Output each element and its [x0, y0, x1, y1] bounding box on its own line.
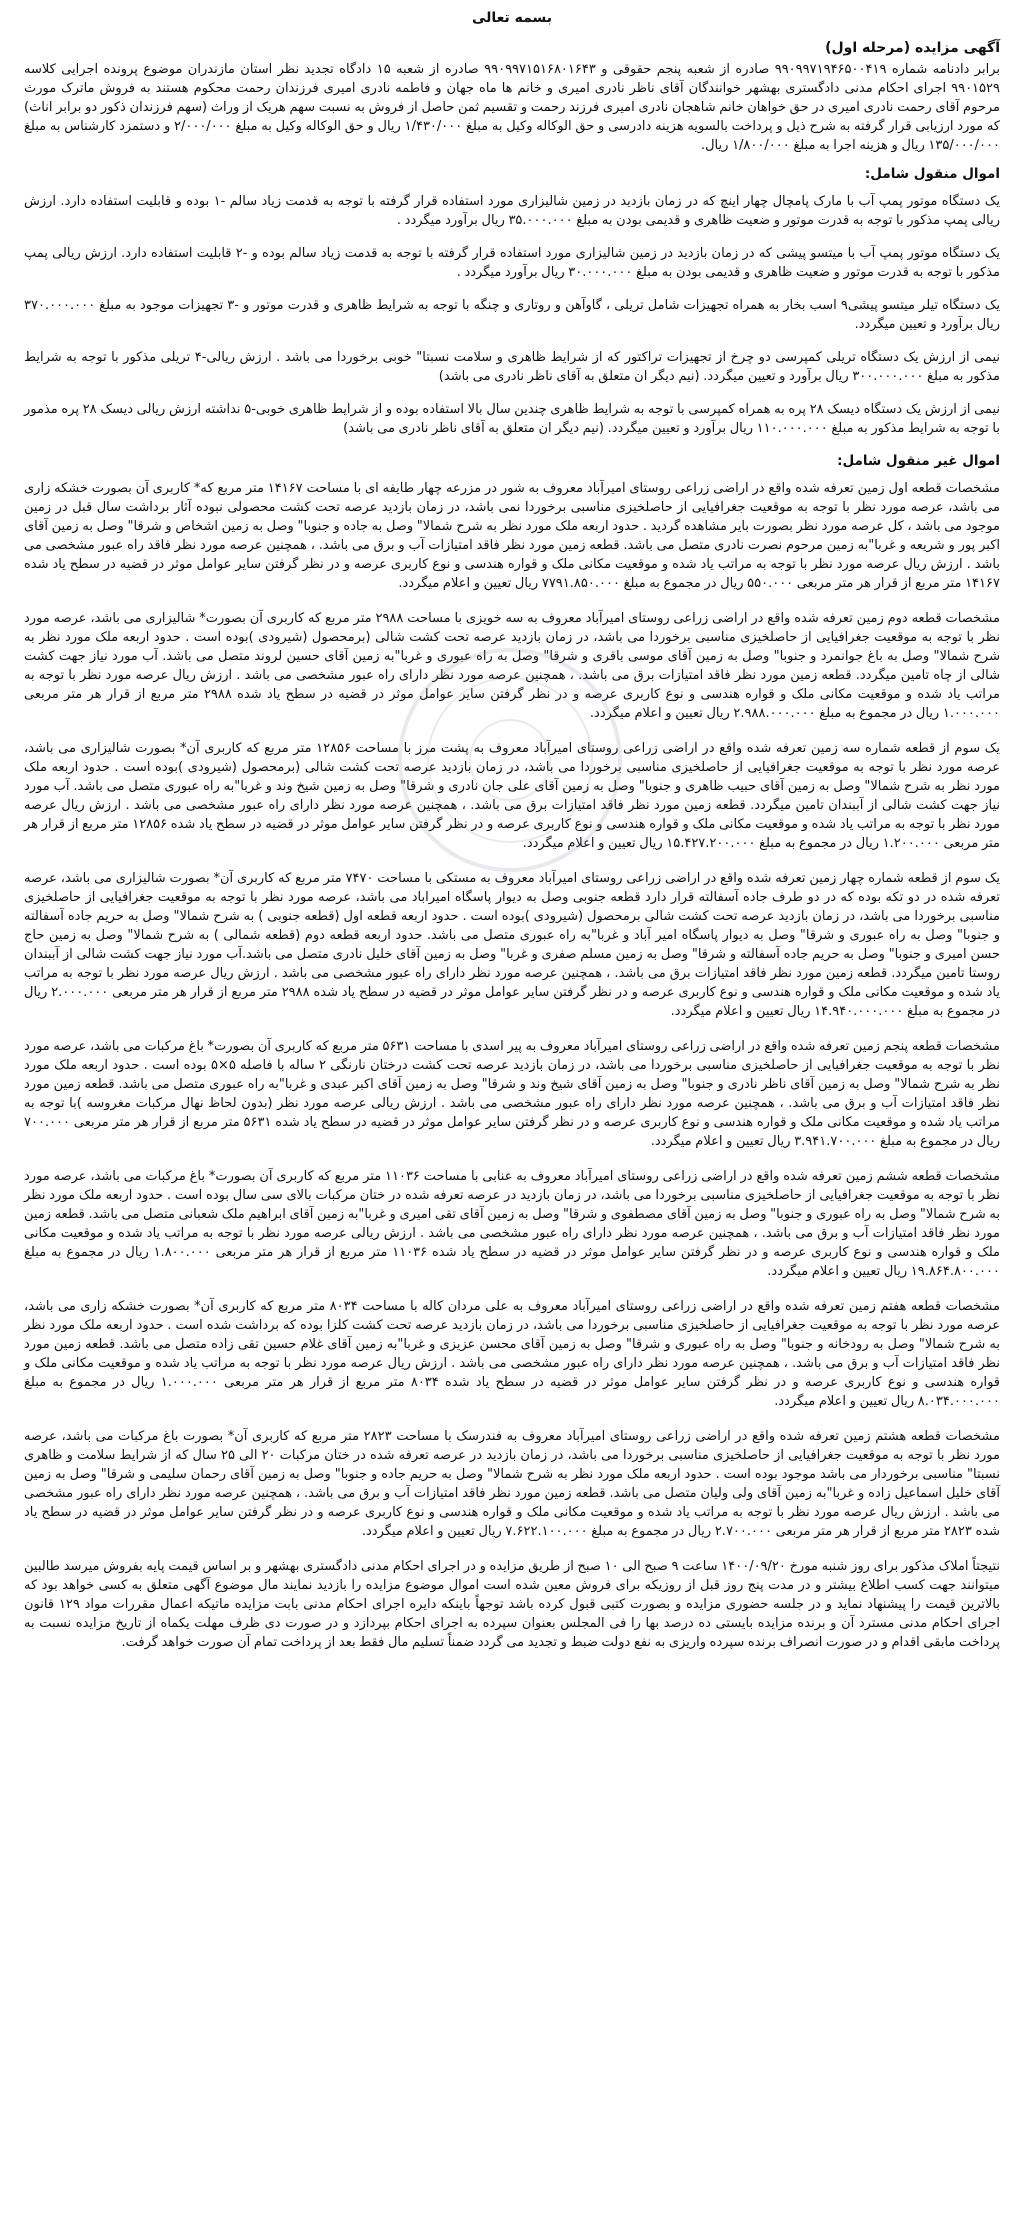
land-parcel-7: مشخصات قطعه هفتم زمین تعرفه شده واقع در اراضی زراعی روستای امیرآباد معروف به علی مردان کاله با مساحت ۸۰۳۴ متر مربع که کاربری آن* بصورت خشکه زاری می باشد، عرصه مورد نظر با توجه به موقعیت جغرافیایی از حاصلخیزی مناسبی برخوردا می باشد، در زمان بازدید عرصه تحت کشت کلزا بوده که برداشت شده است . حدود اربعه ملک مورد نظر به شرح شمالا" وصل به رودخانه و جنوبا" وصل به راه عبوری و شرقا" وصل به زمین آقای محسن عزیزی و غربا"به زمین آقای غلام حسین تقی زاده متصل می باشد. قطعه زمین مورد نظر فاقد امتیازات آب و برق می باشد. ، همچنین عرصه مورد نظر دارای راه عبور مشخصی می باشد . ارزش ریال عرصه مورد نظر با توجه به مراتب یاد شده و موقعیت مکانی ملک و قواره هندسی و نوع کاربری عرصه و در نظر گرفتن سایر عوامل موثر در قضیه در سطح یاد شده ۸۰۳۴ متر مربع از قرار هر متر مربعی ۱.۰۰۰.۰۰۰ ریال در مجموع به مبلغ ۸.۰۳۴.۰۰۰.۰۰۰ ریال تعیین و اعلام میگردد.	[24, 1299, 1000, 1409]
movable-item-5: نیمی از ارزش یک دستگاه دیسک ۲۸ پره به همراه کمپرسی با توجه به شرایط ظاهری چندین سال بالا استفاده بوده و از شرایط ظاهری خوبی-۵ نداشته ارزش ریالی دیسک ۲۸ پره مذمور با توجه به شرایط مذکور به مبلغ ۱۱۰.۰۰۰.۰۰۰ ریال برآورد و تعیین میگردد. (نیم دیگر ان متعلق به آقای ناظر نادری می باشد)	[24, 402, 1000, 436]
land-parcel-8: مشخصات قطعه هشتم زمین تعرفه شده واقع در اراضی زراعی روستای امیرآباد معروف به فندرسک با مساحت ۲۸۲۳ متر مربع که کاربری آن* بصورت باغ مرکبات می باشد، عرصه مورد نظر با توجه به موقعیت جغرافیایی از حاصلخیزی مناسبی برخوردا می باشد، در زمان بازدید در عرصه تعرفه شده در ختان مرکبات ۲۰ الی ۲۵ سال که از شرایط سلامت و ظاهری نسبتا" مناسبی برخوردار می باشد موجود بوده است . حدود اربعه ملک مورد نظر به شرح شمالا" وصل به حریم جاده و جنوبا" وصل به زمین آقای رحمان سلیمی و شرقا" وصل به زمین آقای خلیل اسماعیل زاده و غربا"به زمین آقای ولی ولیان متصل می باشد. قطعه زمین مورد نظر فاقد امتیازات آب و برق می باشد. ، همچنین عرصه مورد نظر دارای راه عبور مشخصی می باشد . ارزش ریال عرصه مورد نظر با توجه به مراتب یاد شده و موقعیت مکانی ملک و قواره هندسی و نوع کاربری عرصه و در نظر گرفتن سایر عوامل موثر در قضیه در سطح یاد شده ۲۸۲۳ متر مربع از قرار هر متر مربعی ۲.۷۰۰.۰۰۰ ریال در مجموع به مبلغ ۷.۶۲۲.۱۰۰.۰۰۰ ریال تعیین و اعلام میگردد.	[24, 1429, 1000, 1539]
movable-item-1: یک دستگاه موتور پمپ آب با مارک پامچال چهار اینچ که در زمان بازدید در زمین شالیزاری مورد استفاده قرار گرفته با توجه به قدمت زیاد سالم -۱ بوده و قابلیت استفاده دارد. ارزش ریالی پمپ مذکور با توجه به قدرت موتور و ضعیت ظاهری و قدیمی بودن به مبلغ ۳۵.۰۰۰.۰۰۰ ریال برآورد میگردد .	[24, 194, 1000, 228]
land-parcel-4: یک سوم از قطعه شماره چهار زمین تعرفه شده واقع در اراضی زراعی روستای امیرآباد معروف به مستکی با مساحت ۷۴۷۰ متر مربع که کاربری آن* بصورت شالیزاری می باشد، عرصه تعرفه شده در دو تکه بوده که در دو طرف جاده آسفالته قرار دارد قطعه جنوبی وصل به دیوار پاسگاه امیراباد می باشد، عرصه مورد نظر با توجه به موقعیت جغرافیایی از حاصلخیزی مناسبی برخوردا می باشد، در زمان بازدید عرصه تحت کشت شالی برمحصول (شیرودی )بوده است . حدود اربعه قطعه اول (قطعه جنوبی ) به شرح شمالا" وصل به حریم جاده آسفالته و جنوبا" وصل به راه عبوری و شرقا" وصل به دیوار پاسگاه امیر آباد و غربا"به راه عبوری متصل می باشد. حدود اربعه قطعه دوم (قطعه شمالی ) به شرح شمالا" وصل به زمین حاج حسن امیری و جنوبا" وصل به حریم جاده آسفالته و شرقا" وصل به زمین مسلم صفری و غربا" وصل به زمین آقای خلیل نادری متصل می باشد.آب مورد نیاز جهت کشت شالی از آببندان روستا تامین میگردد. قطعه زمین مورد نظر فاقد امتیازات برق می باشد. ، همچنین عرصه مورد نظر دارای راه عبور مشخصی می باشد . ارزش ریال عرصه مورد نظر با توجه به مراتب یاد شده و موقعیت مکانی ملک و قواره هندسی و نوع کاربری عرصه و در نظر گرفتن سایر عوامل موثر در قضیه در سطح یاد شده ۲۹۸۸ متر مربع از قرار هر متر مربعی ۲.۰۰۰.۰۰۰ ریال در مجموع به مبلغ ۱۴.۹۴۰.۰۰۰.۰۰۰ ریال تعیین و اعلام میگردد.	[24, 871, 1000, 1019]
intro-paragraph: برابر دادنامه شماره ۹۹۰۹۹۷۱۹۴۶۵۰۰۴۱۹ صادره از شعبه پنجم حقوقی و ۹۹۰۹۹۷۱۵۱۶۸۰۱۶۴۳ صادره از شعبه ۱۵ دادگاه تجدید نظر استان مازندران موضوع پرونده اجرایی کلاسه ۹۹۰۱۵۲۹ اجرای احکام مدنی دادگستری بهشهر خوانندگان آقای ناظر نادری امیری و خانم ها ماه جهان و فاطمه نادری امیری فرزندان رحمت محکوم هستند به فروش ماترک مورث مرحوم آقای رحمت نادری امیری در حق خواهان خانم شاهجان نادری امیری فرزند رحمت و تقسیم ثمن حاصل از فروش به نسبت سهم هریک از وراث (سهم فرزندان ذکور دو برابر اناث) که مورد ارزیابی قرار گرفته به شرح ذیل و پرداخت بالسویه هزینه دادرسی و حق الوکاله وکیل به مبلغ ۱/۴۳۰/۰۰۰ ریال و حق الوکاله وکیل به مبلغ ۲/۰۰۰/۰۰۰ و دستمزد کارشناس به مبلغ ۱۳۵/۰۰۰/۰۰۰ ریال و هزینه اجرا به مبلغ ۱/۸۰۰/۰۰۰ ریال.	[24, 62, 1000, 153]
movable-item-2: یک دستگاه موتور پمپ آب با میتسو پیشی که در زمان بازدید در زمین شالیزاری مورد استفاده قرار گرفته با توجه به قدمت زیاد سالم بوده و -۲ قابلیت استفاده دارد. ارزش ریالی پمپ مذکور با توجه به قدرت موتور و ضعیت ظاهری و قدیمی بودن به مبلغ ۳۰.۰۰۰.۰۰۰ ریال برآورد میگردد .	[24, 246, 1000, 280]
land-parcel-6: مشخصات قطعه ششم زمین تعرفه شده واقع در اراضی زراعی روستای امیرآباد معروف به عنابی با مساحت ۱۱۰۳۶ متر مربع که کاربری آن بصورت* باغ مرکبات می باشد، عرصه مورد نظر با توجه به موقعیت جغرافیایی از حاصلخیزی مناسبی برخوردا می باشد، در زمان بازدید در عرصه تعرفه شده در ختان مرکبات بالای سی سال بوده است . حدود اربعه ملک مورد نظر به شرح شمالا" وصل به راه عبوری و جنوبا" وصل به زمین آقای مصطفوی و شرقا" وصل به زمین آقای تقی امیری و غربا"به زمین آقای ابراهیم ملک شعبانی متصل می باشد. قطعه زمین مورد نظر فاقد امتیازات آب و برق می باشد. ، همچنین عرصه مورد نظر دارای راه عبور مشخصی می باشد . ارزش ریالی عرصه مورد نظر با توجه به مراتب یاد شده و موقعیت مکانی ملک و قواره هندسی و نوع کاربری عرصه و در نظر گرفتن سایر عوامل موثر در قضیه در سطح یاد شده ۱۱۰۳۶ متر مربع از قرار هر متر مربعی ۱.۸۰۰.۰۰۰ ریال در مجموع به مبلغ ۱۹.۸۶۴.۸۰۰.۰۰۰ ریال تعیین و اعلام میگردد.	[24, 1169, 1001, 1279]
immovable-heading: اموال غیر منقول شامل:	[837, 453, 1000, 469]
land-parcel-2: مشخصات قطعه دوم زمین تعرفه شده واقع در اراضی زراعی روستای امیرآباد معروف به سه خویزی با مساحت ۲۹۸۸ متر مربع که کاربری آن بصورت* شالیزاری می باشد، عرصه مورد نظر با توجه به موقعیت جغرافیایی از حاصلخیزی مناسبی برخوردا می باشد، در زمان بازدید عرصه تحت کشت شالی (برمحصول (شیرودی )بوده است . حدود اربعه ملک مورد نظر به شرح شمالا" وصل به باغ جوانمرد و جنوبا" وصل به زمین آقای موسی باقری و شرقا" وصل به راه عبوری و غربا"به زمین آقای حسین لروند متصل می باشد. آب مورد نیاز جهت کشت شالی از چاه تامین میگردد. قطعه زمین مورد نظر فاقد امتیازات برق می باشد. ، همچنین عرصه مورد نظر دارای راه عبور مشخصی می باشد . ارزش ریال عرصه مورد نظر با توجه به مراتب یاد شده و موقعیت مکانی ملک و قواره هندسی و نوع کاربری عرصه و در نظر گرفتن سایر عوامل موثر در قضیه در سطح یاد شده ۲۹۸۸ متر مربع از قرار هر متر مربعی ۱.۰۰۰.۰۰۰ ریال در مجموع به مبلغ ۲.۹۸۸.۰۰۰.۰۰۰ ریال تعیین و اعلام میگردد.	[24, 611, 1000, 721]
conclusion-paragraph: نتیجتاً املاک مذکور برای روز شنبه مورخ ۱۴۰۰/۰۹/۲۰ ساعت ۹ صبح الی ۱۰ صبح از طریق مزایده و در اجرای احکام مدنی دادگستری بهشهر و بر اساس قیمت پایه بفروش میرسد طالبین میتوانند جهت کسب اطلاع بیشتر و در مدت پنج روز قبل از روزیکه برای فروش معین شده است اموال موضوع مزایده را بازدید نمایند مال موضوع آگهی متعلق به کسی خواهد بود که بالاترین قیمت را پیشنهاد نماید و در جلسه حضوری مزایده و بصورت کتبی قبول کرده باشد توجهاً باینکه دایره اجرای احکام مدنی بابت مزایده ماتیکه اعمال مقررات مواد ۱۲۹ قانون اجرای احکام مدنی مسترد آن و برنده مزایده بایستی ده درصد بها را فی المجلس بعنوان سپرده به اجرای احکام بپردازد و در صورت دی ظرف مهلت یکماه از تاریخ مزایده نسبت به پرداخت مابقی اقدام و در صورت انصراف برنده سپرده واریزی به نفع دولت ضبط و تجدید می گردد ضمناً تسلیم مال فقط بعد از پرداخت تمام آن صورت خواهد گرفت.	[24, 1559, 1000, 1650]
movable-item-4: نیمی از ارزش یک دستگاه تریلی کمپرسی دو چرخ از تجهیزات تراکتور که از شرایط ظاهری و سلامت نسبتا" خوبی برخوردا می باشد . ارزش ریالی-۴ تریلی مذکور با توجه به شرایط مذکور به مبلغ ۳۰۰.۰۰۰.۰۰۰ ریال برآورد و تعیین میگردد. (نیم دیگر ان متعلق به آقای ناظر نادری می باشد)	[24, 350, 1000, 384]
notice-title: آگهی مزایده (مرحله اول)	[825, 40, 1000, 56]
land-parcel-5: مشخصات قطعه پنجم زمین تعرفه شده واقع در اراضی زراعی روستای امیرآباد معروف به پیر اسدی با مساحت ۵۶۳۱ متر مربع که کاربری آن بصورت* باغ مرکبات می باشد، عرصه مورد نظر با توجه به موقعیت جغرافیایی از حاصلخیزی مناسبی برخوردا می باشد، در زمان بازدید عرصه تحت کشت درختان نارنگی ۲ ساله با فاصله ۵×۵ بوده است . حدود اربعه ملک مورد نظر به شرح شمالا" وصل به زمین آقای ناظر نادری و جنوبا" وصل به زمین آقای شیخ وند و شرقا" وصل به زمین آقای اکبر عبدی و غربا"به راه عبوری متصل می باشد. قطعه زمین مورد نظر فاقد امتیازات آب و برق می باشد. ، همچنین عرصه مورد نظر دارای راه عبور مشخصی می باشد . ارزش ریالی عرصه مورد نظر (بدون لحاظ نهال مرکبات مغروسه )با توجه به مراتب یاد شده و موقعیت مکانی ملک و قواره هندسی و نوع کاربری عرصه و در نظر گرفتن سایر عوامل موثر در قضیه در سطح یاد شده ۵۶۳۱ متر مربع از قرار هر متر مربعی ۷۰۰.۰۰۰ ریال در مجموع به مبلغ ۳.۹۴۱.۷۰۰.۰۰۰ ریال تعیین و اعلام میگردد.	[24, 1039, 1000, 1149]
bismillah-heading: بسمه تعالی	[471, 10, 553, 26]
land-parcel-1: مشخصات قطعه اول زمین تعرفه شده واقع در اراضی زراعی روستای امیرآباد معروف به شور در مزرعه چهار طایفه ای با مساحت ۱۴۱۶۷ متر مربع که* کاربری آن بصورت خشکه زاری می باشد، عرصه مورد نظر با توجه به موقعیت جغرافیایی از حاصلخیزی مناسبی برخوردا نمی باشد، در زمان بازدید عرصه تحت کشت محصولی نبوده آثار برداشت سال قبل در زمین موجود می باشد ، کل عرصه مورد نظر بصورت بایر مشاهده گردید . حدود اربعه ملک مورد نظر به شرح شمالا" وصل به جاده و جنوبا" وصل به زمین اشخاص و شرقا" وصل به زمین آقای اکبر پور و شریعه و غربا"به زمین مرحوم نصرت نادری متصل می باشد. قطعه زمین مورد نظر فاقد امتیازات آب و برق می باشد. ، همچنین عرصه مورد نظر فاقد راه عبور مشخصی می باشد . ارزش ریال عرصه مورد نظر با توجه به مراتب یاد شده و موقعیت مکانی ملک و قواره هندسی و نوع کاربری عرصه و در نظر گرفتن سایر عوامل موثر در قضیه در سطح یاد شده ۱۴۱۶۷ متر مربع از قرار هر متر مربعی ۵۵۰.۰۰۰ ریال در مجموع به مبلغ ۷۷۹۱.۸۵۰.۰۰۰ ریال تعیین و اعلام میگردد.	[24, 481, 1000, 591]
movable-heading: اموال منقول شامل:	[864, 166, 1000, 182]
land-parcel-3: یک سوم از قطعه شماره سه زمین تعرفه شده واقع در اراضی زراعی روستای امیرآباد معروف به پشت مرز با مساحت ۱۲۸۵۶ متر مربع که کاربری آن* بصورت شالیزاری می باشد، عرصه مورد نظر با توجه به موقعیت جغرافیایی از حاصلخیزی مناسبی برخوردا می باشد، در زمان بازدید عرصه تحت کشت شالی (برمحصول (شیرودی )بوده است . حدود اربعه ملک مورد نظر به شرح شمالا" وصل به زمین آقای حبیب ظاهری و جنوبا" وصل به زمین آقای علی جان نادری و شرقا" وصل به زمین شیخ وند و غربا"به راه عبوری متصل می باشد. آب مورد نیاز جهت کشت شالی از آببندان تامین میگردد. قطعه زمین مورد نظر فاقد امتیازات برق می باشد. ، همچنین عرصه مورد نظر دارای راه عبور مشخصی می باشد . ارزش ریال عرصه مورد نظر با توجه به مراتب یاد شده و موقعیت مکانی ملک و قواره هندسی و نوع کاربری عرصه و در نظر گرفتن سایر عوامل موثر در قضیه در سطح یاد شده ۱۲۸۵۶ متر مربع از قرار هر متر مربعی ۱.۲۰۰.۰۰۰ ریال در مجموع به مبلغ ۱۵.۴۲۷.۲۰۰.۰۰۰ ریال تعیین و اعلام میگردد.	[24, 741, 1000, 851]
movable-item-3: یک دستگاه تیلر میتسو پیشی۹ اسب بخار به همراه تجهیزات شامل تریلی ، گاوآهن و روتاری و چنگه با توجه به شرایط ظاهری و قدرت موتور و -۳ تجهیزات موجود به مبلغ ۳۷۰.۰۰۰.۰۰۰ ریال برآورد و تعیین میگردد.	[24, 298, 1001, 332]
